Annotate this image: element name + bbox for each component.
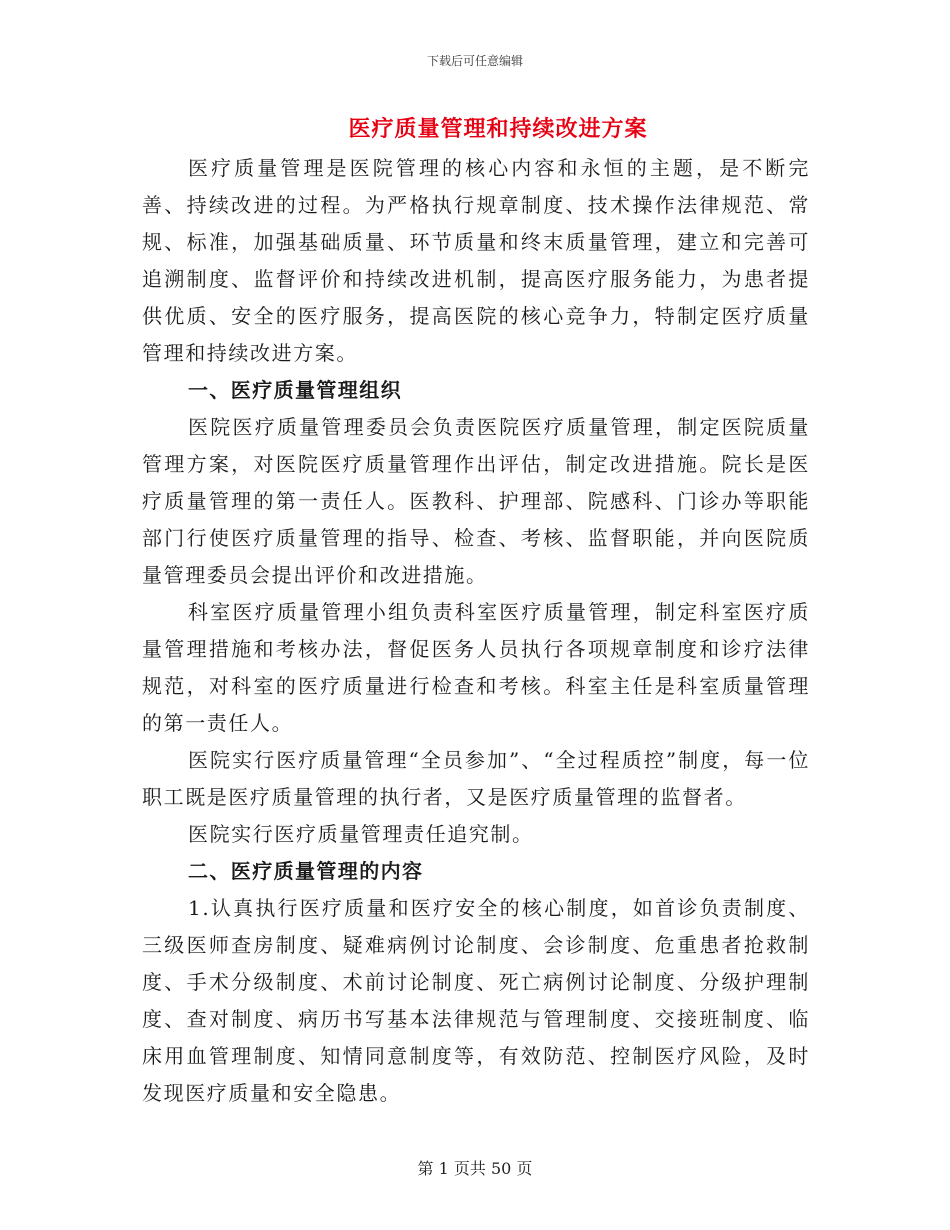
intro-paragraph: 医疗质量管理是医院管理的核心内容和永恒的主题，是不断完善、持续改进的过程。为严格执行规章制度、技术操作法律规范、常规、标准，加强基础质量、环节质量和终末质量管理，建立和完善可追溯制度、监督评价和持续改进机制，提高医疗服务能力，为患者提供优质、安全的医疗服务，提高医院的核心竞争力，特制定医疗质量管理和持续改进方案。 xyxy=(142,156,810,365)
section2-paragraph-1: 1.认真执行医疗质量和医疗安全的核心制度，如首诊负责制度、三级医师查房制度、疑难病例讨论制度、会诊制度、危重患者抢救制度、手术分级制度、术前讨论制度、死亡病例讨论制度、分级护理制度、查对制度、病历书写基本法律规范与管理制度、交接班制度、临床用血管理制度、知情同意制度等，有效防范、控制医疗风险，及时发现医疗质量和安全隐患。 xyxy=(142,896,810,1105)
section1-paragraph-4: 医院实行医疗质量管理责任追究制。 xyxy=(188,822,534,846)
section1-paragraph-3: 医院实行医疗质量管理“全员参加”、“全过程质控”制度，每一位职工既是医疗质量管理的执行者，又是医疗质量管理的监督者。 xyxy=(142,748,810,809)
section-heading-1: 一、医疗质量管理组织 xyxy=(188,378,402,402)
document-title: 医疗质量管理和持续改进方案 xyxy=(348,116,648,142)
section1-paragraph-2: 科室医疗质量管理小组负责科室医疗质量管理，制定科室医疗质量管理措施和考核办法，督促医务人员执行各项规章制度和诊疗法律规范，对科室的医疗质量进行检查和考核。科室主任是科室质量管理的第一责任人。 xyxy=(142,600,810,735)
section1-paragraph-1: 医院医疗质量管理委员会负责医院医疗质量管理，制定医院质量管理方案，对医院医疗质量管理作出评估，制定改进措施。院长是医疗质量管理的第一责任人。医教科、护理部、院感科、门诊办等职能部门行使医疗质量管理的指导、检查、考核、监督职能，并向医院质量管理委员会提出评价和改进措施。 xyxy=(142,415,810,587)
section-heading-2: 二、医疗质量管理的内容 xyxy=(188,859,424,883)
page-header: 下载后可任意编辑 xyxy=(426,54,523,68)
page-footer: 第 1 页共 50 页 xyxy=(417,1159,533,1178)
document-body xyxy=(142,150,810,1112)
